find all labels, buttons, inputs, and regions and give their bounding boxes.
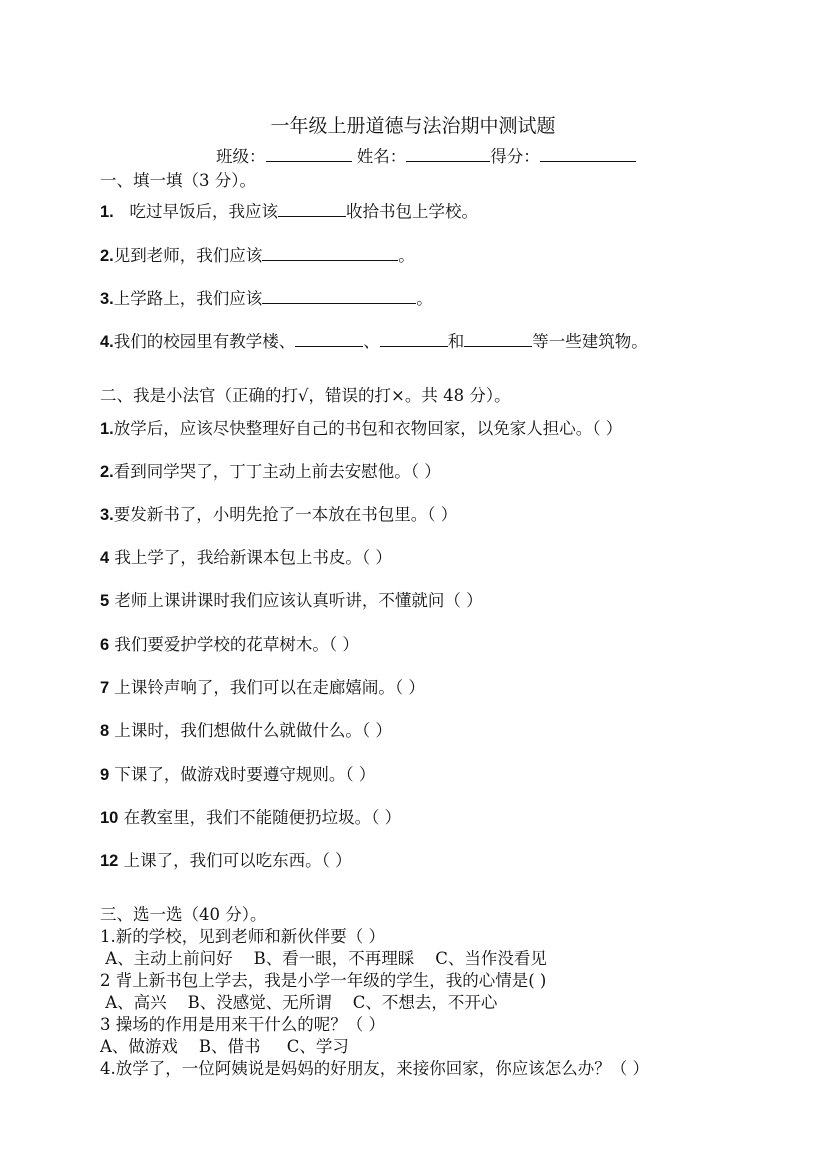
name-label: 姓名： [356,147,407,166]
judge-item: 6 我们要爱护学校的花草树木。（ ） [100,635,359,654]
fill-blank[interactable] [295,331,363,347]
judge-item: 4 我上学了，我给新课本包上书皮。（ ） [100,548,392,567]
section1-heading: 一、填一填（3 分）。 [100,171,256,190]
choice-options: A、主动上前问好 B、看一眼，不再理睬 C、当作没看见 [100,949,547,968]
fill-item-3: 3.上学路上，我们应该 。 [100,289,433,308]
fill-item-2: 2.见到老师，我们应该 。 [100,246,415,265]
fill-blank[interactable] [262,245,398,261]
judge-item: 7 上课铃声响了，我们可以在走廊嬉闹。（ ） [100,678,425,697]
judge-item: 5 老师上课讲课时我们应该认真听讲，不懂就问（ ） [100,591,483,610]
fill-blank[interactable] [380,331,448,347]
choice-question: 4.放学了，一位阿姨说是妈妈的好朋友，来接你回家，你应该怎么办？（ ） [100,1059,649,1078]
judge-item: 2.看到同学哭了，丁丁主动上前去安慰他。（ ） [100,462,441,481]
fill-item-4: 4.我们的校园里有教学楼、 、 和 等一些建筑物。 [100,332,648,351]
student-info-row [216,146,636,168]
judge-item: 10 在教室里，我们不能随便扔垃圾。（ ） [100,808,402,827]
score-blank[interactable] [540,146,636,162]
fill-blank[interactable] [262,288,416,304]
judge-item: 12 上课了，我们可以吃东西。（ ） [100,851,352,870]
class-label: 班级： [216,147,266,166]
choice-options: A、做游戏 B、借书 C、学习 [100,1037,349,1056]
choice-options: A、高兴 B、没感觉、无所谓 C、不想去，不开心 [100,993,498,1012]
judge-item: 1.放学后，应该尽快整理好自己的书包和衣物回家，以免家人担心。（ ） [100,419,623,438]
page-title: 一年级上册道德与法治期中测试题 [270,115,556,137]
judge-item: 3.要发新书了，小明先抢了一本放在书包里。（ ） [100,505,458,524]
fill-item-1: 1. 吃过早饭后，我应该 收拾书包上学校。 [100,202,479,221]
choice-question: 3 操场的作用是用来干什么的呢？（ ） [100,1015,385,1034]
judge-item: 9 下课了，做游戏时要遵守规则。（ ） [100,765,376,784]
section3-heading: 三、选一选（40 分）。 [100,905,267,924]
fill-blank[interactable] [464,331,532,347]
fill-blank[interactable] [278,201,346,217]
section2-heading: 二、我是小法官（正确的打√，错误的打×。共 48 分）。 [100,386,511,405]
name-blank[interactable] [406,146,490,162]
judge-item: 8 上课时，我们想做什么就做什么。（ ） [100,721,392,740]
choice-question: 2 背上新书包上学去，我是小学一年级的学生，我的心情是( ) [100,971,547,990]
class-blank[interactable] [266,146,352,162]
score-label: 得分： [490,147,540,166]
choice-question: 1.新的学校，见到老师和新伙伴要（ ） [100,927,385,946]
